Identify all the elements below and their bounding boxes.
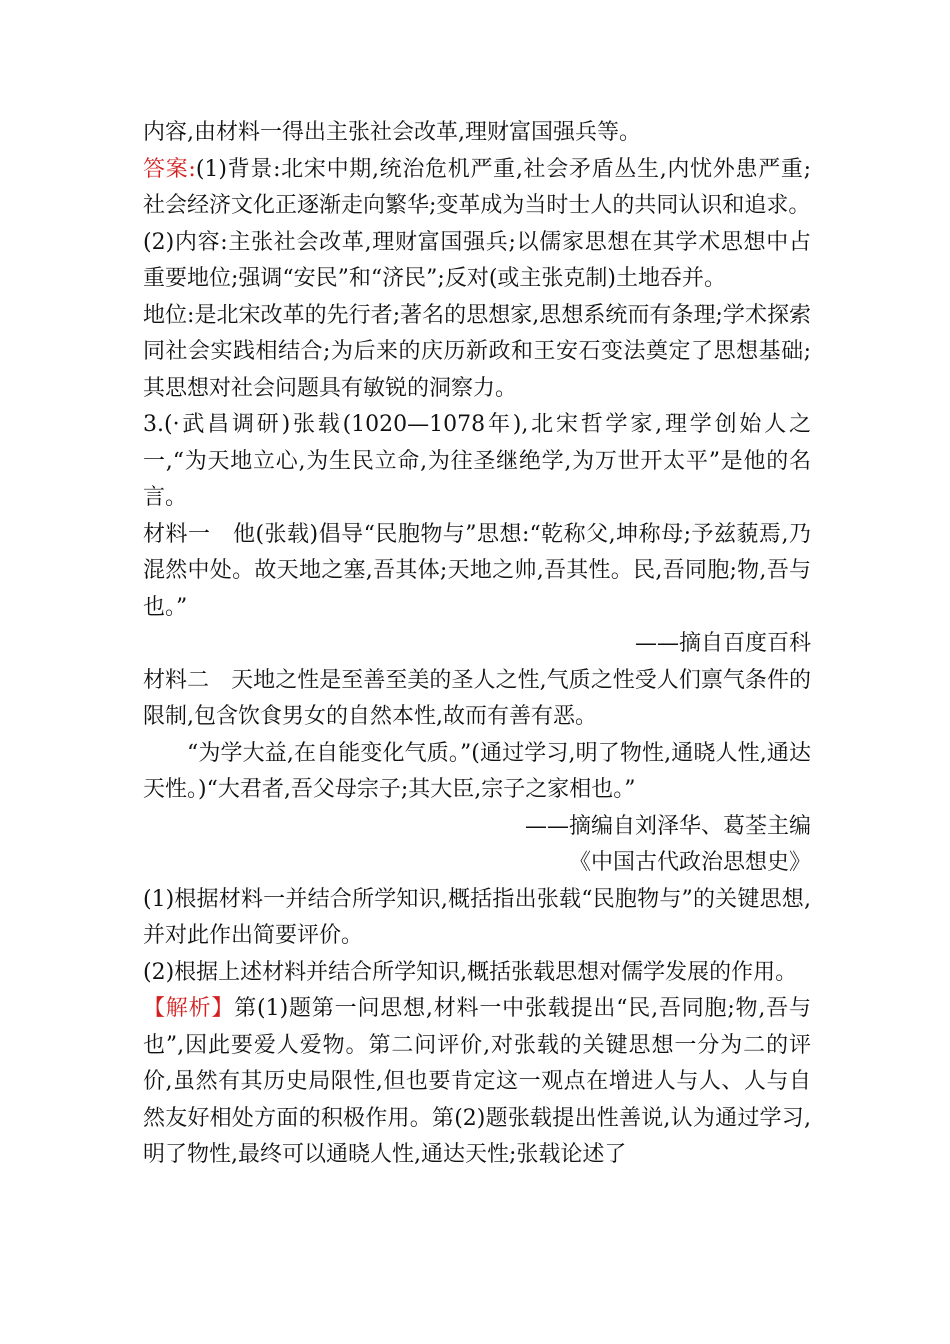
answer-text-1: (1)背景:北宋中期,统治危机严重,社会矛盾丛生,内忧外患严重;社会经济文化正逐渐走向繁华;变革成为当时士人的共同认识和追求。 <box>143 156 811 218</box>
sub-question-1: (1)根据材料一并结合所学知识,概括指出张载“民胞物与”的关键思想,并对此作出简要评价。 <box>143 886 811 948</box>
question-3-intro: 3.(·武昌调研)张载(1020—1078年),北宋哲学家,理学创始人之一,“为天地立心,为生民立命,为往圣继绝学,为万世开太平”是他的名言。 <box>143 412 811 510</box>
document-page <box>143 115 811 1174</box>
answer-paragraph-2: (2)内容:主张社会改革,理财富国强兵;以儒家思想在其学术思想中占重要地位;强调“安民”和“济民”;反对(或主张克制)土地吞并。 <box>143 229 811 291</box>
paragraph-intro: 内容,由材料一得出主张社会改革,理财富国强兵等。 <box>143 120 641 145</box>
answer-paragraph-3: 地位:是北宋改革的先行者;著名的思想家,思想系统而有条理;学术探索同社会实践相结合;为后来的庆历新政和王安石变法奠定了思想基础;其思想对社会问题具有敏锐的洞察力。 <box>143 302 811 401</box>
material-2-source-1: ——摘编自刘泽华、葛荃主编 <box>524 813 811 839</box>
material-2: 材料二 天地之性是至善至美的圣人之性,气质之性受人们禀气条件的限制,包含饮食男女的自然本性,故而有善有恶。 <box>143 667 811 729</box>
answer-paragraph-1 <box>143 152 811 225</box>
sub-question-2: (2)根据上述材料并结合所学知识,概括张载思想对儒学发展的作用。 <box>143 959 798 985</box>
material-1-source: ——摘自百度百科 <box>634 631 811 656</box>
analysis-label: 【解析】 <box>143 996 235 1021</box>
analysis-paragraph <box>143 991 811 1174</box>
material-2-quote: “为学大益,在自能变化气质。”(通过学习,明了物性,通晓人性,通达天性。)“大君者,吾父母宗子;其大臣,宗子之家相也。” <box>143 740 811 802</box>
analysis-text: 第(1)题第一问思想,材料一中张载提出“民,吾同胞;物,吾与也”,因此要爱人爱物。第二问评价,对张载的关键思想一分为二的评价,虽然有其历史局限性,但也要肯定这一观点在增进人与人、人与自然友好相处方面的积极作用。第(2)题张载提出性善说,认为通过学习,明了物性,最终可以通晓人性,通达天性;张载论述了 <box>143 996 811 1167</box>
material-2-source-2: 《中国古代政治思想史》 <box>568 850 811 875</box>
answer-label: 答案: <box>143 156 196 182</box>
material-1: 材料一 他(张载)倡导“民胞物与”思想:“乾称父,坤称母;予兹藐焉,乃混然中处。故天地之塞,吾其体;天地之帅,吾其性。民,吾同胞;物,吾与也。” <box>143 521 811 620</box>
